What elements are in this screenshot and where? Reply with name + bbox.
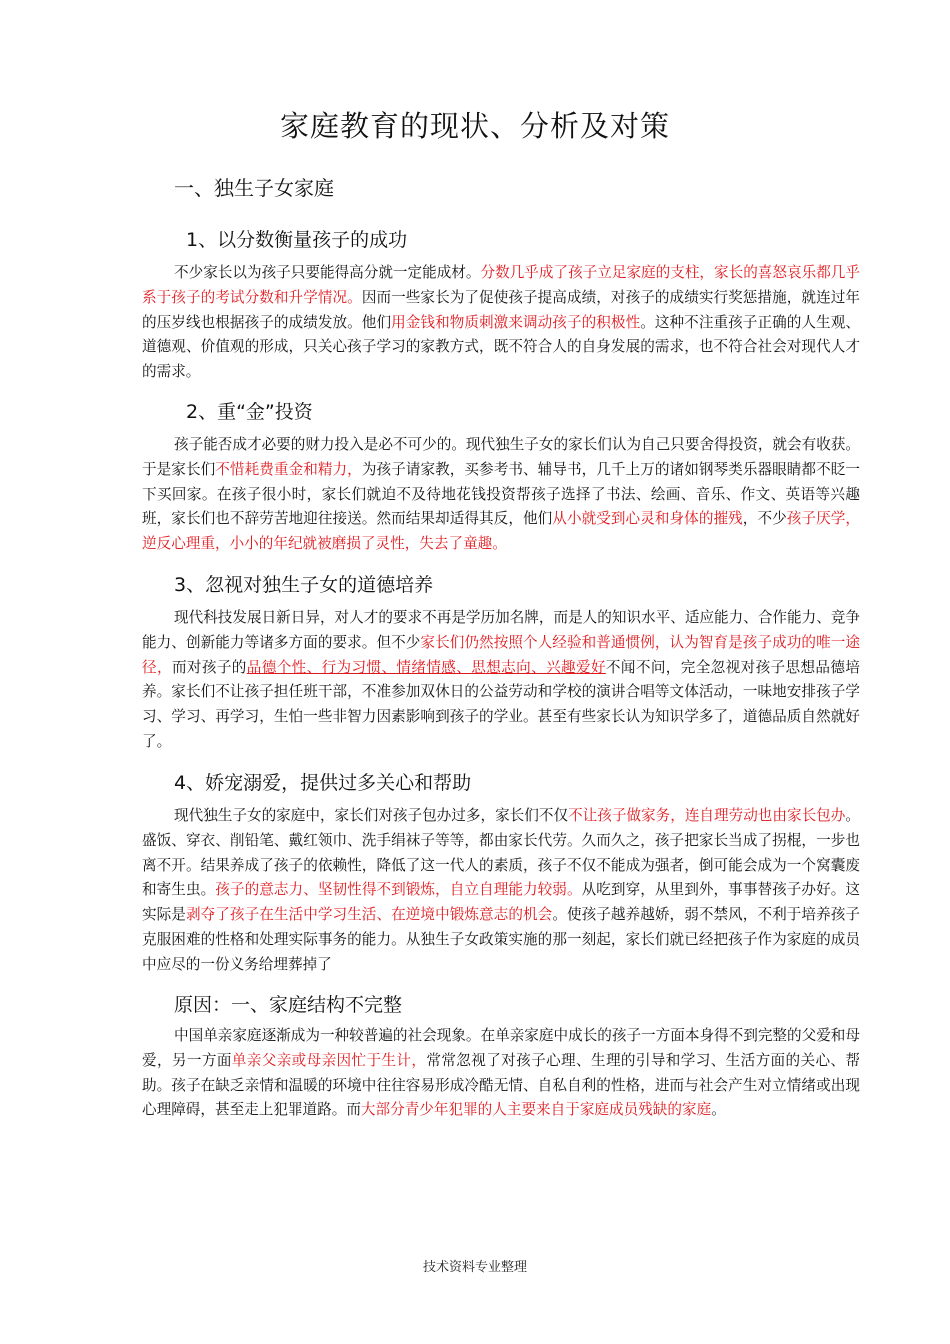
subheading-gold-investment: 2、重“金”投资 xyxy=(186,401,313,423)
page-title: 家庭教育的现状、分析及对策 xyxy=(279,109,670,143)
paragraph-text: 。 xyxy=(711,1101,726,1119)
paragraph-text: ，不少 xyxy=(742,510,787,528)
paragraph-text: 。盛饭、穿衣、削铅笔、戴红领巾、洗手绢袜子等等，都由家长代劳。久而久之，孩子把家长当成了拐棍，一步也离不开。结果养成了孩子的依赖性，降低了这一代人的素质，孩子不仅不能成为强者，倒可能会成为一个窝囊废和寄生虫。 xyxy=(142,807,860,899)
subheading-moral-education: 3、忽视对独生子女的道德培养 xyxy=(174,574,434,596)
page-footer: 技术资料专业整理 xyxy=(422,1260,527,1275)
highlight-text: 大部分青少年犯罪的人主要来自于家庭成员残缺的家庭 xyxy=(360,1101,712,1119)
paragraph-scores xyxy=(142,261,860,385)
paragraph-investment xyxy=(142,433,860,557)
paragraph-text: 而对孩子的 xyxy=(171,658,247,676)
highlight-text: 家长们仍然按照个人经验和普通惯例，认为智育是孩子成功的唯一途径， xyxy=(142,633,860,676)
highlight-text: 不让孩子做家务，连自理劳动也由家长包办 xyxy=(568,807,846,824)
highlight-text: 不惜耗费重金和精力， xyxy=(215,460,362,478)
subheading-scores: 1、以分数衡量孩子的成功 xyxy=(186,229,408,251)
paragraph-cause xyxy=(142,1024,860,1123)
paragraph-text: 因而一些家长为了促使孩子提高成绩，对孩子的成绩实行奖惩措施，就连过年的压岁线也根据孩子的成绩发放。他们 xyxy=(142,288,860,331)
paragraph-text: 不少家长以为孩子只要能得高分就一定能成材。 xyxy=(174,264,481,281)
paragraph-text: 中国单亲家庭逐渐成为一种较普遍的社会现象。在单亲家庭中成长的孩子一方面本身得不到完整的父爱和母爱，另一方面 xyxy=(142,1027,860,1069)
highlight-text: 孩子的意志力、坚韧性得不到锻炼，自立自理能力较弱。 xyxy=(215,881,582,899)
paragraph-text: 常常忽视了对孩子心理、生理的引导和学习、生活方面的关心、帮助。孩子在缺乏亲情和温暖的环境中往往容易形成冷酷无情、自私自利的性格，进而与社会产生对立情绪或出现心理障碍，甚至走上犯罪道路。而 xyxy=(142,1051,860,1119)
highlight-text: 从小就受到心灵和身体的摧残 xyxy=(552,510,743,528)
highlight-text: 剥夺了孩子在生活中学习生活、在逆境中锻炼意志的机会 xyxy=(185,906,553,924)
highlight-underlined-text: 品德个性、行为习惯、情绪情感、思想志向、兴趣爱好 xyxy=(246,658,606,676)
paragraph-text: 从吃到穿，从里到外，事事替孩子办好。这实际是 xyxy=(142,881,860,924)
highlight-text: 单亲父亲或母亲因忙于生计， xyxy=(231,1051,427,1069)
paragraph-spoiling xyxy=(142,804,860,978)
paragraph-text: 。这种不注重孩子正确的人生观、道德观、价值观的形成，只关心孩子学习的家教方式，既不符合人的自身发展的需求，也不符合社会对现代人才的需求。 xyxy=(142,313,860,381)
subheading-spoiling: 4、娇宠溺爱，提供过多关心和帮助 xyxy=(174,772,472,794)
highlight-text: 分数几乎成了孩子立足家庭的支柱，家长的喜怒哀乐都几乎系于孩子的考试分数和升学情况。 xyxy=(142,264,860,306)
paragraph-moral xyxy=(142,606,860,755)
paragraph-text: 为孩子请家教，买参考书、辅导书，几千上万的诸如钢琴类乐器眼睛都不眨一下买回家。在孩子很小时，家长们就迫不及待地花钱投资帮孩子选择了书法、绘画、音乐、作文、英语等兴趣班，家长们也不辞劳苦地迎往接送。然而结果却适得其反，他们 xyxy=(142,460,860,528)
paragraph-text: 现代科技发展日新日异，对人才的要求不再是学历加名牌，而是人的知识水平、适应能力、合作能力、竞争能力、创新能力等诸多方面的要求。但不少 xyxy=(142,609,860,651)
highlight-text: 孩子厌学，逆反心理重，小小的年纪就被磨损了灵性，失去了童趣。 xyxy=(142,510,860,553)
subheading-cause-family-structure: 原因：一、家庭结构不完整 xyxy=(174,994,403,1016)
paragraph-text: 孩子能否成才必要的财力投入是必不可少的。现代独生子女的家长们认为自己只要舍得投资，就会有收获。于是家长们 xyxy=(142,436,860,478)
section-heading-only-child: 一、独生子女家庭 xyxy=(174,176,334,200)
paragraph-text: 现代独生子女的家庭中，家长们对孩子包办过多，家长们不仅 xyxy=(174,807,569,824)
paragraph-text: 。使孩子越养越娇，弱不禁风，不利于培养孩子克服困难的性格和处理实际事务的能力。从独生子女政策实施的那一刻起，家长们就已经把孩子作为家庭的成员中应尽的一份义务给埋葬掉了 xyxy=(142,906,860,973)
paragraph-text: 不闻不问，完全忽视对孩子思想品德培养。家长们不让孩子担任班干部，不准参加双休日的公益劳动和学校的演讲合唱等文体活动，一味地安排孩子学习、学习、再学习，生怕一些非智力因素影响到孩子的学业。甚至有些家长认为知识学多了，道德品质自然就好了。 xyxy=(142,658,860,750)
highlight-text: 用金钱和物质刺激来调动孩子的积极性 xyxy=(391,313,641,331)
